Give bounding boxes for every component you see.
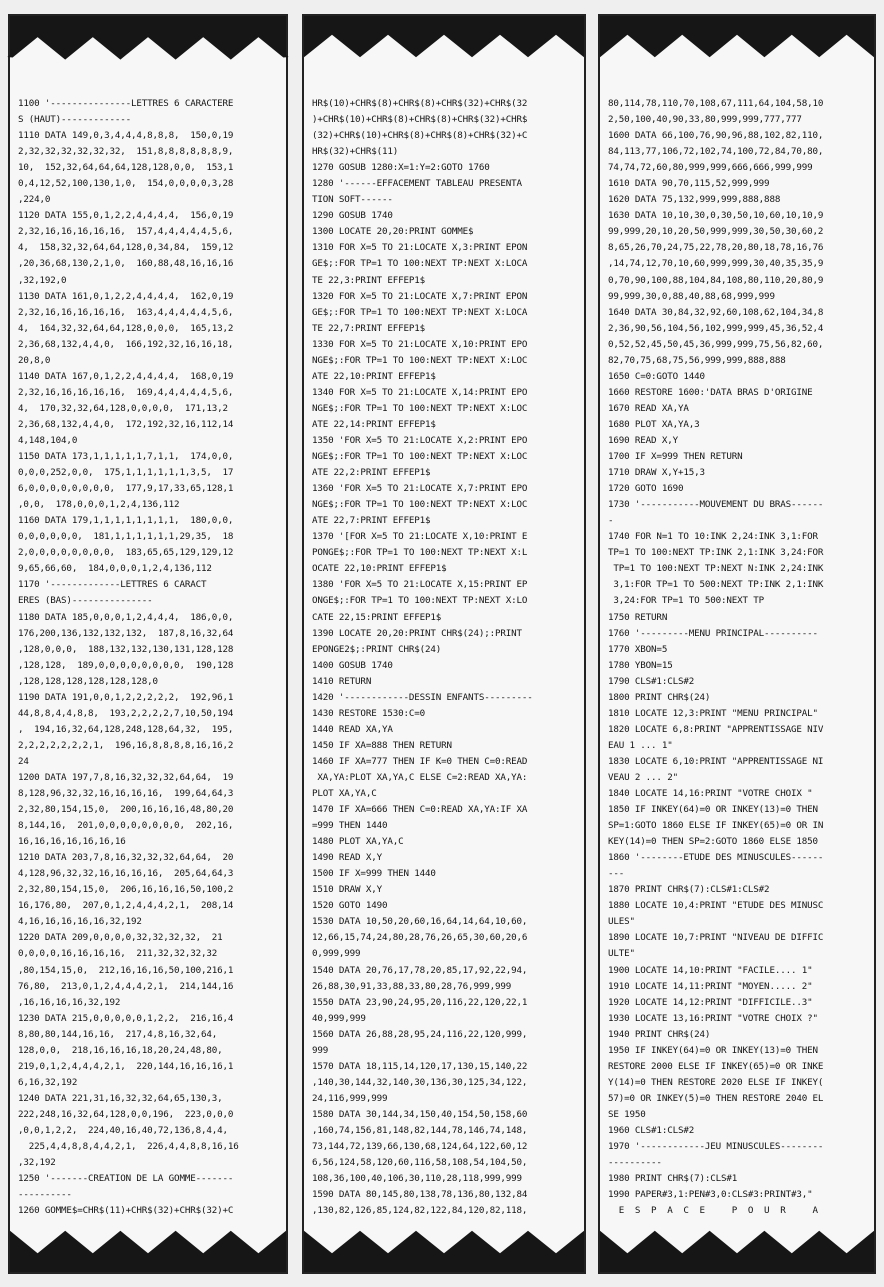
listing-line: ULES" bbox=[608, 916, 635, 928]
listing-line: 225,4,4,8,8,4,4,2,1, 226,4,4,8,8,16,16 bbox=[18, 1141, 239, 1153]
listing-line: 0,4,12,52,100,130,1,0, 154,0,0,0,0,3,28 bbox=[18, 178, 234, 190]
listing-line: 20,8,0 bbox=[18, 354, 51, 366]
listing-line: Y(14)=0 THEN RESTORE 2020 ELSE IF INKEY( bbox=[608, 1076, 824, 1088]
listing-line: 1900 LOCATE 14,10:PRINT "FACILE.... 1" bbox=[608, 964, 813, 976]
listing-line: 57)=0 OR INKEY(5)=0 THEN RESTORE 2040 EL bbox=[608, 1092, 824, 1104]
listing-line: 1720 GOTO 1690 bbox=[608, 483, 684, 495]
listing-line: 1830 LOCATE 6,10:PRINT "APPRENTISSAGE NI bbox=[608, 755, 824, 767]
zigzag-border-top bbox=[600, 16, 874, 91]
listing-line: 4, 164,32,32,64,64,128,0,0,0, 165,13,2 bbox=[18, 322, 234, 334]
listing-line: 16,176,80, 207,0,1,2,4,4,4,2,1, 208,14 bbox=[18, 900, 234, 912]
listing-line: ,130,82,126,85,124,82,122,84,120,82,118, bbox=[312, 1205, 528, 1217]
listing-line: ---------- bbox=[608, 1157, 662, 1169]
listing-line: 2,50,100,40,90,33,80,999,999,777,777 bbox=[608, 114, 802, 126]
listing-line: 219,0,1,2,4,4,4,2,1, 220,144,16,16,16,1 bbox=[18, 1060, 234, 1072]
listing-column-1 bbox=[8, 14, 288, 1274]
listing-line: 40,999,999 bbox=[312, 1012, 366, 1024]
program-listing bbox=[18, 96, 280, 1217]
listing-line: 82,70,75,68,75,56,999,999,888,888 bbox=[608, 354, 786, 366]
listing-line: ,16,16,16,16,32,192 bbox=[18, 996, 121, 1008]
listing-line: 1840 LOCATE 14,16:PRINT "VOTRE CHOIX " bbox=[608, 788, 813, 800]
listing-line: 2,32,32,32,32,32,32, 151,8,8,8,8,8,8,9, bbox=[18, 146, 234, 158]
listing-line: 1670 READ XA,YA bbox=[608, 402, 689, 414]
listing-line: 1970 '------------JEU MINUSCULES-------- bbox=[608, 1141, 824, 1153]
listing-line: )+CHR$(10)+CHR$(8)+CHR$(8)+CHR$(32)+CHR$ bbox=[312, 114, 528, 126]
listing-line: ,224,0 bbox=[18, 194, 51, 206]
listing-line: 3,1:FOR TP=1 TO 500:NEXT TP:INK 2,1:INK bbox=[608, 579, 824, 591]
listing-line: 1530 DATA 10,50,20,60,16,64,14,64,10,60, bbox=[312, 916, 528, 928]
program-listing bbox=[312, 96, 578, 1217]
listing-line: 1310 FOR X=5 TO 21:LOCATE X,3:PRINT EPON bbox=[312, 242, 528, 254]
listing-line: 1660 RESTORE 1600:'DATA BRAS D'ORIGINE bbox=[608, 386, 813, 398]
listing-line: ---------- bbox=[18, 1189, 72, 1201]
listing-line: 2,36,68,132,4,4,0, 166,192,32,16,16,18, bbox=[18, 338, 234, 350]
listing-line: 2,36,68,132,4,4,0, 172,192,32,16,112,14 bbox=[18, 418, 234, 430]
listing-line: E S P A C E P O U R A bbox=[608, 1205, 818, 1217]
listing-line: 1300 LOCATE 20,20:PRINT GOMME$ bbox=[312, 226, 474, 238]
listing-line: 1470 IF XA=666 THEN C=0:READ XA,YA:IF XA bbox=[312, 804, 528, 816]
listing-line: 74,74,72,60,80,999,999,666,666,999,999 bbox=[608, 162, 813, 174]
listing-line: 1180 DATA 185,0,0,0,1,2,4,4,4, 186,0,0, bbox=[18, 611, 234, 623]
listing-line: GE$;:FOR TP=1 TO 100:NEXT TP:NEXT X:LOCA bbox=[312, 306, 528, 318]
listing-line: SP=1:GOTO 1860 ELSE IF INKEY(65)=0 OR IN bbox=[608, 820, 824, 832]
listing-line: , 194,16,32,64,128,248,128,64,32, 195, bbox=[18, 723, 234, 735]
zigzag-border-bottom bbox=[600, 1197, 874, 1272]
zigzag-border-top bbox=[304, 16, 584, 91]
listing-line: 1630 DATA 10,10,30,0,30,50,10,60,10,10,9 bbox=[608, 210, 824, 222]
listing-line: 4,148,104,0 bbox=[18, 434, 78, 446]
listing-line: 1580 DATA 30,144,34,150,40,154,50,158,60 bbox=[312, 1108, 528, 1120]
listing-line: 1230 DATA 215,0,0,0,0,0,1,2,2, 216,16,4 bbox=[18, 1012, 234, 1024]
listing-line: 1560 DATA 26,88,28,95,24,116,22,120,999, bbox=[312, 1028, 528, 1040]
listing-line: 128,0,0, 218,16,16,16,18,20,24,48,80, bbox=[18, 1044, 223, 1056]
listing-line: ,128,0,0,0, 188,132,132,130,131,128,128 bbox=[18, 643, 234, 655]
listing-line: 1540 DATA 20,76,17,78,20,85,17,92,22,94, bbox=[312, 964, 528, 976]
listing-column-2 bbox=[302, 14, 586, 1274]
listing-line: 2,32,80,154,15,0, 200,16,16,16,48,80,20 bbox=[18, 804, 234, 816]
listing-line: 1550 DATA 23,90,24,95,20,116,22,120,22,1 bbox=[312, 996, 528, 1008]
listing-line: ,14,74,12,70,10,60,999,999,30,40,35,35,9 bbox=[608, 258, 824, 270]
listing-line: TP=1 TO 100:NEXT TP:NEXT N:INK 2,24:INK bbox=[608, 563, 824, 575]
listing-line: OCATE 22,10:PRINT EFFEP1$ bbox=[312, 563, 447, 575]
listing-line: ATE 22,14:PRINT EFFEP1$ bbox=[312, 418, 436, 430]
listing-line: 84,113,77,106,72,102,74,100,72,84,70,80, bbox=[608, 146, 824, 158]
listing-line: NGE$;:FOR TP=1 TO 100:NEXT TP:NEXT X:LOC bbox=[312, 499, 528, 511]
listing-line: 1620 DATA 75,132,999,999,888,888 bbox=[608, 194, 781, 206]
listing-line: 73,144,72,139,66,130,68,124,64,122,60,12 bbox=[312, 1141, 528, 1153]
listing-line: 4,16,16,16,16,16,32,192 bbox=[18, 916, 142, 928]
listing-line: CATE 22,15:PRINT EFFEP1$ bbox=[312, 611, 442, 623]
listing-line: ULTE" bbox=[608, 948, 635, 960]
listing-line: 1340 FOR X=5 TO 21:LOCATE X,14:PRINT EPO bbox=[312, 386, 528, 398]
listing-line: GE$;:FOR TP=1 TO 100:NEXT TP:NEXT X:LOCA bbox=[312, 258, 528, 270]
listing-line: 8,65,26,70,24,75,22,78,20,80,18,78,16,76 bbox=[608, 242, 824, 254]
listing-line: 1120 DATA 155,0,1,2,2,4,4,4,4, 156,0,19 bbox=[18, 210, 234, 222]
listing-line: NGE$;:FOR TP=1 TO 100:NEXT TP:NEXT X:LOC bbox=[312, 354, 528, 366]
listing-line: 1920 LOCATE 14,12:PRINT "DIFFICILE..3" bbox=[608, 996, 813, 1008]
listing-line: 1380 'FOR X=5 TO 21:LOCATE X,15:PRINT EP bbox=[312, 579, 528, 591]
listing-line: 1690 READ X,Y bbox=[608, 434, 678, 446]
listing-line: 1910 LOCATE 14,11:PRINT "MOYEN..... 2" bbox=[608, 980, 813, 992]
listing-line: 2,36,90,56,104,56,102,999,999,45,36,52,4 bbox=[608, 322, 824, 334]
listing-line: 1270 GOSUB 1280:X=1:Y=2:GOTO 1760 bbox=[312, 162, 490, 174]
listing-line: ,0,0,1,2,2, 224,40,16,40,72,136,8,4,4, bbox=[18, 1125, 228, 1136]
listing-line: - bbox=[608, 515, 614, 527]
listing-line: 24 bbox=[18, 755, 29, 767]
listing-line: ,128,128,128,128,128,128,0 bbox=[18, 675, 158, 687]
listing-line: 108,36,100,40,106,30,110,28,118,999,999 bbox=[312, 1173, 522, 1185]
listing-line: 1780 YBON=15 bbox=[608, 659, 673, 671]
listing-line: 1590 DATA 80,145,80,138,78,136,80,132,84 bbox=[312, 1189, 528, 1201]
listing-line: 16,16,16,16,16,16,16 bbox=[18, 836, 126, 848]
listing-line: 1520 GOTO 1490 bbox=[312, 900, 388, 912]
listing-line: 8,128,96,32,32,16,16,16,16, 199,64,64,3 bbox=[18, 788, 234, 800]
listing-line: 4,128,96,32,32,16,16,16,16, 205,64,64,3 bbox=[18, 868, 234, 880]
listing-line: XA,YA:PLOT XA,YA,C ELSE C=2:READ XA,YA: bbox=[312, 771, 528, 783]
listing-line: 1200 DATA 197,7,8,16,32,32,32,64,64, 19 bbox=[18, 771, 234, 783]
listing-line: 1650 C=0:GOTO 1440 bbox=[608, 370, 705, 382]
listing-line: 1850 IF INKEY(64)=0 OR INKEY(13)=0 THEN bbox=[608, 804, 818, 816]
listing-line: 222,248,16,32,64,128,0,0,196, 223,0,0,0 bbox=[18, 1108, 234, 1120]
listing-line: 1360 'FOR X=5 TO 21:LOCATE X,7:PRINT EPO bbox=[312, 483, 528, 495]
listing-line: 1100 '---------------LETTRES 6 CARACTERE bbox=[18, 98, 234, 109]
listing-line: 2,32,80,154,15,0, 206,16,16,16,50,100,2 bbox=[18, 884, 234, 896]
listing-line: 1220 DATA 209,0,0,0,0,32,32,32,32, 21 bbox=[18, 932, 223, 944]
listing-line: (32)+CHR$(10)+CHR$(8)+CHR$(8)+CHR$(32)+C bbox=[312, 130, 528, 142]
program-listing bbox=[608, 96, 868, 1217]
listing-line: 1960 CLS#1:CLS#2 bbox=[608, 1125, 695, 1136]
listing-line: 76,80, 213,0,1,2,4,4,4,2,1, 214,144,16 bbox=[18, 980, 234, 992]
listing-line: 6,16,32,192 bbox=[18, 1076, 78, 1088]
listing-line: 1130 DATA 161,0,1,2,2,4,4,4,4, 162,0,19 bbox=[18, 290, 234, 302]
listing-line: 2,32,16,16,16,16,16, 163,4,4,4,4,4,5,6, bbox=[18, 306, 234, 318]
listing-line: 0,52,52,45,50,45,36,999,999,75,56,82,60, bbox=[608, 338, 824, 350]
listing-line: TP=1 TO 100:NEXT TP:INK 2,1:INK 3,24:FOR bbox=[608, 547, 824, 559]
listing-line: 1770 XBON=5 bbox=[608, 643, 668, 655]
listing-line: 1990 PAPER#3,1:PEN#3,0:CLS#3:PRINT#3," bbox=[608, 1189, 813, 1201]
listing-line: 9,65,66,60, 184,0,0,0,1,2,4,136,112 bbox=[18, 563, 212, 575]
listing-line: 1760 '---------MENU PRINCIPAL---------- bbox=[608, 627, 818, 639]
listing-line: 1160 DATA 179,1,1,1,1,1,1,1,1, 180,0,0, bbox=[18, 515, 234, 527]
listing-line: 2,32,16,16,16,16,16, 157,4,4,4,4,4,5,6, bbox=[18, 226, 234, 238]
listing-line: 1750 RETURN bbox=[608, 611, 668, 623]
listing-line: 0,0,0,252,0,0, 175,1,1,1,1,1,1,3,5, 17 bbox=[18, 467, 234, 479]
listing-line: 1440 READ XA,YA bbox=[312, 723, 393, 735]
listing-line: TION SOFT------ bbox=[312, 194, 393, 206]
listing-line: 99,999,30,0,88,40,88,68,999,999 bbox=[608, 290, 775, 302]
listing-line: ,20,36,68,130,2,1,0, 160,88,48,16,16,16 bbox=[18, 258, 234, 270]
listing-line: ONGE$;:FOR TP=1 TO 100:NEXT TP:NEXT X:LO bbox=[312, 595, 528, 607]
listing-line: TE 22,3:PRINT EFFEP1$ bbox=[312, 274, 426, 286]
listing-line: 1500 IF X=999 THEN 1440 bbox=[312, 868, 436, 880]
listing-line: 1150 DATA 173,1,1,1,1,1,7,1,1, 174,0,0, bbox=[18, 451, 234, 463]
listing-line: 1820 LOCATE 6,8:PRINT "APPRENTISSAGE NIV bbox=[608, 723, 824, 735]
listing-line: 1880 LOCATE 10,4:PRINT "ETUDE DES MINUSC bbox=[608, 900, 824, 912]
listing-line: 1290 GOSUB 1740 bbox=[312, 210, 393, 222]
listing-line: 1800 PRINT CHR$(24) bbox=[608, 691, 711, 703]
listing-line: VEAU 2 ... 2" bbox=[608, 771, 678, 783]
listing-line: 24,116,999,999 bbox=[312, 1092, 388, 1104]
listing-line: RESTORE 2000 ELSE IF INKEY(65)=0 OR INKE bbox=[608, 1060, 824, 1072]
listing-line: PONGE$;:FOR TP=1 TO 100:NEXT TP:NEXT X:L bbox=[312, 547, 528, 559]
listing-line: NGE$;:FOR TP=1 TO 100:NEXT TP:NEXT X:LOC bbox=[312, 402, 528, 414]
listing-line: 1950 IF INKEY(64)=0 OR INKEY(13)=0 THEN bbox=[608, 1044, 818, 1056]
listing-line: 8,144,16, 201,0,0,0,0,0,0,0,0, 202,16, bbox=[18, 820, 234, 832]
listing-line: ,128,128, 189,0,0,0,0,0,0,0,0, 190,128 bbox=[18, 659, 234, 671]
listing-line: 2,32,16,16,16,16,16, 169,4,4,4,4,4,5,6, bbox=[18, 386, 234, 398]
listing-line: 99,999,20,10,20,50,999,999,30,50,30,60,2 bbox=[608, 226, 824, 238]
listing-line: ,32,192 bbox=[18, 1157, 56, 1169]
listing-line: 1930 LOCATE 13,16:PRINT "VOTRE CHOIX ?" bbox=[608, 1012, 818, 1024]
listing-line: 1480 PLOT XA,YA,C bbox=[312, 836, 404, 848]
listing-line: 1260 GOMME$=CHR$(11)+CHR$(32)+CHR$(32)+C bbox=[18, 1205, 234, 1217]
listing-line: 12,66,15,74,24,80,28,76,26,65,30,60,20,6 bbox=[312, 932, 528, 944]
listing-line: 1680 PLOT XA,YA,3 bbox=[608, 418, 700, 430]
listing-line: ,140,30,144,32,140,30,136,30,125,34,122, bbox=[312, 1076, 528, 1088]
listing-line: 0,70,90,100,88,104,84,108,80,110,20,80,9 bbox=[608, 274, 824, 286]
listing-line: =999 THEN 1440 bbox=[312, 820, 388, 832]
listing-line: 1490 READ X,Y bbox=[312, 852, 382, 864]
listing-line: TE 22,7:PRINT EFFEP1$ bbox=[312, 322, 426, 334]
listing-line: EAU 1 ... 1" bbox=[608, 739, 673, 751]
listing-line: 1860 '--------ETUDE DES MINUSCULES------ bbox=[608, 852, 824, 864]
listing-column-3 bbox=[598, 14, 876, 1274]
listing-line: ATE 22,2:PRINT EFFEP1$ bbox=[312, 467, 431, 479]
listing-line: 1390 LOCATE 20,20:PRINT CHR$(24);:PRINT bbox=[312, 627, 522, 639]
listing-line: ,80,154,15,0, 212,16,16,16,50,100,216,1 bbox=[18, 964, 234, 976]
listing-line: ATE 22,10:PRINT EFFEP1$ bbox=[312, 370, 436, 382]
listing-line: ,0,0, 178,0,0,0,1,2,4,136,112 bbox=[18, 499, 180, 511]
listing-line: S (HAUT)------------- bbox=[18, 114, 132, 126]
listing-line: 1350 'FOR X=5 TO 21:LOCATE X,2:PRINT EPO bbox=[312, 434, 528, 446]
listing-line: EPONGE2$;:PRINT CHR$(24) bbox=[312, 643, 442, 655]
listing-line: 0,0,0,0,0,0, 181,1,1,1,1,1,1,29,35, 18 bbox=[18, 531, 234, 543]
listing-line: ERES (BAS)--------------- bbox=[18, 595, 153, 607]
listing-line: SE 1950 bbox=[608, 1108, 646, 1120]
listing-line: 1170 '-------------LETTRES 6 CARACT bbox=[18, 579, 207, 591]
listing-line: 999 bbox=[312, 1044, 329, 1056]
listing-line: HR$(32)+CHR$(11) bbox=[312, 146, 399, 158]
listing-line: 1280 '------EFFACEMENT TABLEAU PRESENTA bbox=[312, 178, 522, 190]
listing-line: PLOT XA,YA,C bbox=[312, 788, 377, 800]
listing-line: 1320 FOR X=5 TO 21:LOCATE X,7:PRINT EPON bbox=[312, 290, 528, 302]
listing-line: 1570 DATA 18,115,14,120,17,130,15,140,22 bbox=[312, 1060, 528, 1072]
listing-line: 176,200,136,132,132,132, 187,8,16,32,64 bbox=[18, 627, 234, 639]
listing-line: 1890 LOCATE 10,7:PRINT "NIVEAU DE DIFFIC bbox=[608, 932, 824, 944]
listing-line: ATE 22,7:PRINT EFFEP1$ bbox=[312, 515, 431, 527]
listing-line: 1700 IF X=999 THEN RETURN bbox=[608, 451, 743, 463]
listing-line: 2,2,2,2,2,2,2,1, 196,16,8,8,8,8,16,16,2 bbox=[18, 739, 234, 751]
listing-line: 1420 '------------DESSIN ENFANTS--------- bbox=[312, 691, 533, 703]
listing-line: 1600 DATA 66,100,76,90,96,88,102,82,110, bbox=[608, 130, 824, 142]
zigzag-border-top bbox=[10, 16, 286, 91]
listing-line: 1190 DATA 191,0,0,1,2,2,2,2,2, 192,96,1 bbox=[18, 691, 234, 703]
listing-line: 80,114,78,110,70,108,67,111,64,104,58,10 bbox=[608, 98, 824, 109]
listing-line: 1330 FOR X=5 TO 21:LOCATE X,10:PRINT EPO bbox=[312, 338, 528, 350]
listing-line: 1510 DRAW X,Y bbox=[312, 884, 382, 896]
listing-line: ,160,74,156,81,148,82,144,78,146,74,148, bbox=[312, 1125, 528, 1136]
listing-line: 1370 '[FOR X=5 TO 21:LOCATE X,10:PRINT E bbox=[312, 531, 528, 543]
listing-line: 10, 152,32,64,64,64,128,128,0,0, 153,1 bbox=[18, 162, 234, 174]
listing-line: 1410 RETURN bbox=[312, 675, 372, 687]
listing-line: 1240 DATA 221,31,16,32,32,64,65,130,3, bbox=[18, 1092, 223, 1104]
listing-line: 1790 CLS#1:CLS#2 bbox=[608, 675, 695, 687]
listing-line: 1400 GOSUB 1740 bbox=[312, 659, 393, 671]
listing-line: 44,8,8,4,4,8,8, 193,2,2,2,2,7,10,50,194 bbox=[18, 707, 234, 719]
listing-line: 0,999,999 bbox=[312, 948, 361, 960]
listing-line: HR$(10)+CHR$(8)+CHR$(8)+CHR$(32)+CHR$(32 bbox=[312, 98, 528, 109]
listing-line: 1810 LOCATE 12,3:PRINT "MENU PRINCIPAL" bbox=[608, 707, 818, 719]
listing-line: 1940 PRINT CHR$(24) bbox=[608, 1028, 711, 1040]
listing-line: 4, 158,32,32,64,64,128,0,34,84, 159,12 bbox=[18, 242, 234, 254]
listing-line: 1140 DATA 167,0,1,2,2,4,4,4,4, 168,0,19 bbox=[18, 370, 234, 382]
listing-line: 1110 DATA 149,0,3,4,4,4,8,8,8, 150,0,19 bbox=[18, 130, 234, 142]
listing-line: 1610 DATA 90,70,115,52,999,999 bbox=[608, 178, 770, 190]
listing-line: 1740 FOR N=1 TO 10:INK 2,24:INK 3,1:FOR bbox=[608, 531, 818, 543]
listing-line: 6,0,0,0,0,0,0,0,0, 177,9,17,33,65,128,1 bbox=[18, 483, 234, 495]
listing-line: 1460 IF XA=777 THEN IF K=0 THEN C=0:READ bbox=[312, 755, 528, 767]
listing-line: 1980 PRINT CHR$(7):CLS#1 bbox=[608, 1173, 738, 1185]
listing-line: 0,0,0,0,16,16,16,16, 211,32,32,32,32 bbox=[18, 948, 218, 960]
listing-line: --- bbox=[608, 868, 625, 880]
listing-line: 1640 DATA 30,84,32,92,60,108,62,104,34,8 bbox=[608, 306, 824, 318]
listing-line: 6,56,124,58,120,60,116,58,108,54,104,50, bbox=[312, 1157, 528, 1169]
listing-line: 4, 170,32,32,64,128,0,0,0,0, 171,13,2 bbox=[18, 402, 228, 414]
listing-line: 26,88,30,91,33,88,33,80,28,76,999,999 bbox=[312, 980, 512, 992]
listing-line: 1710 DRAW X,Y+15,3 bbox=[608, 467, 705, 479]
listing-line: 1870 PRINT CHR$(7):CLS#1:CLS#2 bbox=[608, 884, 770, 896]
listing-line: 2,0,0,0,0,0,0,0,0, 183,65,65,129,129,12 bbox=[18, 547, 234, 559]
listing-line: 1730 '-----------MOUVEMENT DU BRAS------ bbox=[608, 499, 824, 511]
listing-line: 1250 '-------CREATION DE LA GOMME------- bbox=[18, 1173, 234, 1185]
listing-line: NGE$;:FOR TP=1 TO 100:NEXT TP:NEXT X:LOC bbox=[312, 451, 528, 463]
listing-line: 1430 RESTORE 1530:C=0 bbox=[312, 707, 426, 719]
listing-line: KEY(14)=0 THEN SP=2:GOTO 1860 ELSE 1850 bbox=[608, 836, 818, 848]
listing-line: 3,24:FOR TP=1 TO 500:NEXT TP bbox=[608, 595, 765, 607]
zigzag-border-bottom bbox=[304, 1197, 584, 1272]
listing-line: 1210 DATA 203,7,8,16,32,32,32,64,64, 20 bbox=[18, 852, 234, 864]
listing-line: ,32,192,0 bbox=[18, 274, 67, 286]
listing-line: 8,80,80,144,16,16, 217,4,8,16,32,64, bbox=[18, 1028, 218, 1040]
listing-line: 1450 IF XA=888 THEN RETURN bbox=[312, 739, 452, 751]
zigzag-border-bottom bbox=[10, 1197, 286, 1272]
